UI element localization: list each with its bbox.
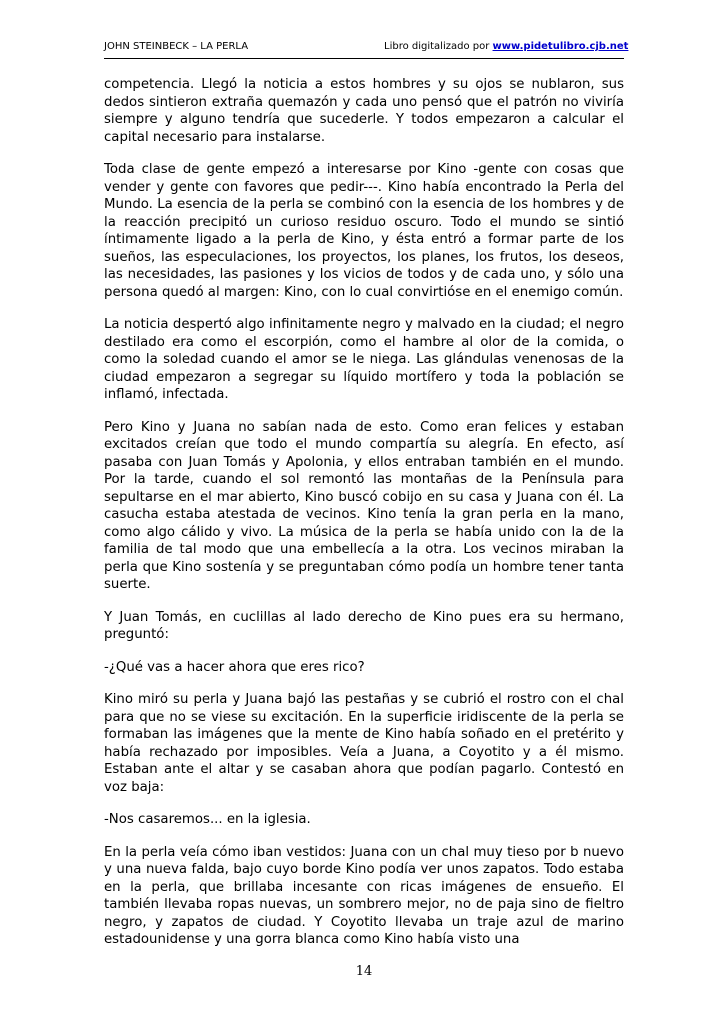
paragraph: Y Juan Tomás, en cuclillas al lado derecho de Kino pues era su hermano, preguntó: [104,609,624,642]
paragraph: Toda clase de gente empezó a interesarse por Kino -gente con cosas que vender y gente con favores que pedir---. Kino había encontrado la Perla del Mundo. La esencia de la perla se combinó con la esencia de los hombres y de la reacción precipitó un curioso residuo oscuro. Todo el mundo se sintió íntimamente ligado a la perla de Kino, y ésta entró a formar parte de los sueños, las especulaciones, los proyectos, los planes, los frutos, los deseos, las necesidades, las pasiones y los vicios de todos y de cada uno, y sólo una persona quedó al margen: Kino, con lo cual convirtióse en el enemigo común. [104,162,624,300]
paragraph: competencia. Llegó la noticia a estos hombres y su ojos se nublaron, sus dedos sintieron extraña quemazón y cada uno pensó que el patrón no viviría siempre y alguno tendría que sucederle. Y todos empezaron a calcular el capital necesario para instalarse. [104,77,624,145]
page-body [104,76,624,964]
header-divider [104,58,624,59]
page-header [104,40,629,54]
paragraph: Pero Kino y Juana no sabían nada de esto. Como eran felices y estaban excitados creían que todo el mundo compartía su alegría. En efecto, así pasaba con Juan Tomás y Apolonia, y ellos entraban también en el mundo. Por la tarde, cuando el sol remontó las montañas de la Península para sepultarse en el mar abierto, Kino buscó cobijo en su casa y Juana con él. La casucha estaba atestada de vecinos. Kino tenía la gran perla en la mano, como algo cálido y vivo. La música de la perla se había unido con la de la familia de tal modo que una embellecía a la otra. Los vecinos miraban la perla que Kino sostenía y se preguntaban cómo podía un hombre tener tanta suerte. [104,419,624,592]
paragraph: La noticia despertó algo infinitamente negro y malvado en la ciudad; el negro destilado era como el escorpión, como el hambre al olor de la comida, o como la soledad cuando el amor se le niega. Las glándulas venenosas de la ciudad empezaron a segregar su líquido mortífero y toda la población se inflamó, infectada. [104,317,624,402]
header-source-label: Libro digitalizado por [384,41,490,52]
paragraph: -Nos casaremos... en la iglesia. [104,812,311,827]
header-book-title: JOHN STEINBECK – LA PERLA [104,41,249,52]
paragraph: Kino miró su perla y Juana bajó las pestañas y se cubrió el rostro con el chal para que no se viese su excitación. En la superficie iridiscente de la perla se formaban las imágenes que la mente de Kino había soñado en el pretérito y había rechazado por imposibles. Veía a Juana, a Coyotito y a él mismo. Estaban ante el altar y se casaban ahora que podían pagarlo. Contestó en voz baja: [104,692,624,795]
page-number: 14 [355,964,373,979]
header-source [384,40,628,54]
paragraph: En la perla veía cómo iban vestidos: Juana con un chal muy tieso por b nuevo y una nueva falda, bajo cuyo borde Kino podía ver unos zapatos. Todo estaba en la perla, que brillaba incesante con ricas imágenes de ensueño. El también llevaba ropas nuevas, un sombrero mejor, no de paja sino de fieltro negro, y zapatos de ciudad. Y Coyotito llevaba un traje azul de marino estadounidense y una gorra blanca como Kino había visto una [104,844,624,947]
source-link[interactable]: www.pidetulibro.cjb.net [492,41,629,52]
paragraph: -¿Qué vas a hacer ahora que eres rico? [104,659,365,675]
